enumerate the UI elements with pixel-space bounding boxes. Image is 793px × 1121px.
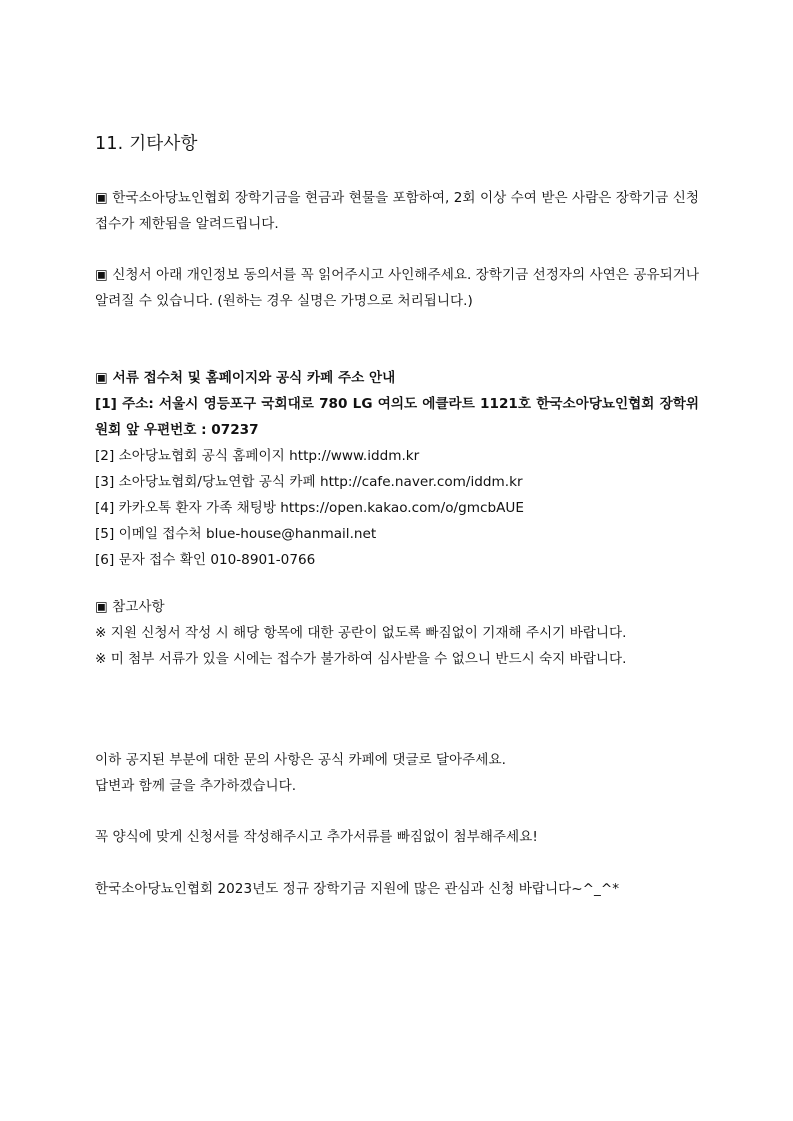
reference-note-missing-documents: ※ 미 첨부 서류가 있을 시에는 접수가 불가하여 심사받을 수 없으니 반드시 숙지 바랍니다. (95, 651, 627, 667)
reminder-text: 꼭 양식에 맞게 신청서를 작성해주시고 추가서류를 빠짐없이 첨부해주세요! (95, 829, 538, 845)
reference-heading: ▣ 참고사항 (95, 599, 165, 615)
reference-notes (95, 594, 699, 672)
submission-item-email: [5] 이메일 접수처 blue-house@hanmail.net (95, 526, 377, 542)
submission-address: [1] 주소: 서울시 영등포구 국회대로 780 LG 여의도 에클라트 1121호 한국소아당뇨인협회 장학위원회 앞 우편번호 : 07237 (95, 396, 699, 438)
submission-item-kakao: [4] 카카오톡 환자 가족 채팅방 https://open.kakao.com/o/gmcbAUE (95, 500, 524, 516)
submission-item-sms: [6] 문자 접수 확인 010-8901-0766 (95, 552, 316, 568)
submission-heading: ▣ 서류 접수처 및 홈페이지와 공식 카페 주소 안내 (95, 370, 396, 386)
inquiry-answer-line: 답변과 함께 글을 추가하겠습니다. (95, 778, 297, 794)
inquiry-line: 이하 공지된 부분에 대한 문의 사항은 공식 카페에 댓글로 달아주세요. (95, 752, 506, 768)
document-page (95, 0, 699, 1121)
submission-item-homepage: [2] 소아당뇨협회 공식 홈페이지 http://www.iddm.kr (95, 448, 420, 464)
section-title: 11. 기타사항 (95, 134, 198, 154)
inquiry-info (95, 747, 699, 799)
notice-repeat-recipient: ▣ 한국소아당뇨인협회 장학기금을 현금과 현물을 포함하여, 2회 이상 수여 받은 사람은 장학기금 신청접수가 제한됨을 알려드립니다. (95, 190, 699, 232)
submission-info (95, 365, 699, 573)
notice-privacy-consent: ▣ 신청서 아래 개인정보 동의서를 꼭 읽어주시고 사인해주세요. 장학기금 선정자의 사연은 공유되거나 알려질 수 있습니다. (원하는 경우 실명은 가명으로 처리됩니다.) (95, 267, 699, 309)
reference-note-blank-fields: ※ 지원 신청서 작성 시 해당 항목에 대한 공란이 없도록 빠짐없이 기재해 주시기 바랍니다. (95, 625, 627, 641)
closing-text: 한국소아당뇨인협회 2023년도 정규 장학기금 지원에 많은 관심과 신청 바랍니다~^_^* (95, 881, 620, 897)
submission-item-cafe: [3] 소아당뇨협회/당뇨연합 공식 카페 http://cafe.naver.com/iddm.kr (95, 474, 523, 490)
